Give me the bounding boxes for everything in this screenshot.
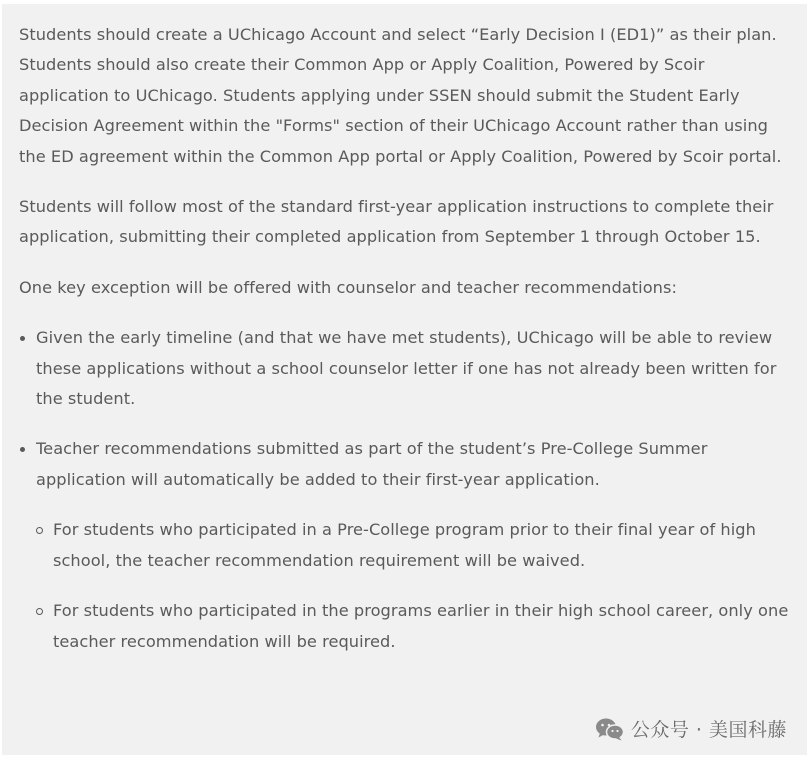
- paragraph-key-exception: One key exception will be offered with counselor and teacher recommendations:: [19, 277, 677, 297]
- sub-list-item-text: For students who participated in the programs earlier in their high school career, only one teacher recommendation will be required.: [53, 601, 789, 651]
- sub-list-item: [36, 515, 791, 576]
- list-item: [19, 434, 791, 656]
- list-item: [19, 323, 791, 414]
- wechat-icon: [595, 717, 625, 741]
- sub-list-item-text: For students who participated in a Pre-College program prior to their final year of high school, the teacher recommendation requirement will be waived.: [53, 520, 756, 570]
- sub-list: [36, 515, 791, 657]
- hollow-bullet-icon: [36, 608, 43, 615]
- list-item-text: Given the early timeline (and that we have met students), UChicago will be able to review these applications without a school counselor letter if one has not already been written for the student.: [36, 328, 777, 409]
- wechat-watermark: [595, 715, 787, 742]
- content-panel: [2, 4, 807, 755]
- sub-list-item: [36, 596, 791, 657]
- hollow-bullet-icon: [36, 527, 43, 534]
- list-item-text: Teacher recommendations submitted as part of the student’s Pre-College Summer application will automatically be added to their first-year application.: [36, 439, 708, 489]
- watermark-text: 公众号 · 美国科藤: [630, 719, 787, 741]
- bullet-dot-icon: [20, 336, 25, 341]
- bullet-dot-icon: [20, 447, 25, 452]
- paragraph-account-setup: Students should create a UChicago Account and select “Early Decision I (ED1)” as their plan. Students should also create their Common App or Apply Coalition, Powered by Scoir application to UChicago. Students applying under SSEN should submit the Student Early Decision Agreement within the "Forms" section of their UChicago Account rather than using the ED agreement within the Common App portal or Apply Coalition, Powered by Scoir portal.: [19, 25, 782, 166]
- exception-list: [19, 323, 791, 657]
- paragraph-application-instructions: Students will follow most of the standard first-year application instructions to complete their application, submitting their completed application from September 1 through October 15.: [19, 197, 774, 247]
